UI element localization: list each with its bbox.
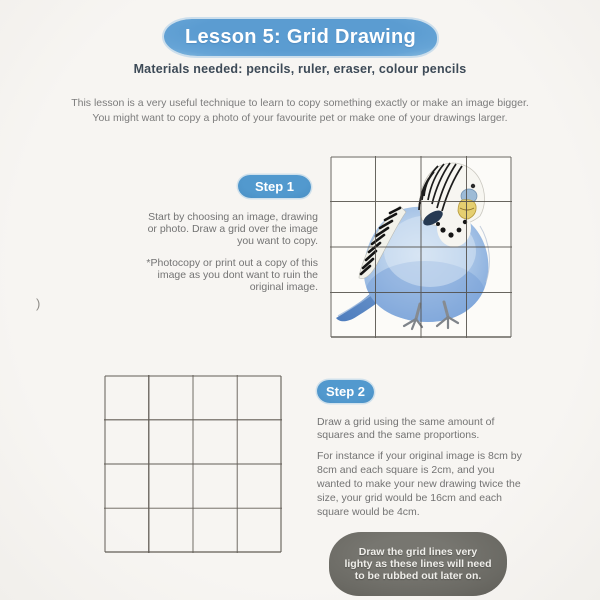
budgie-illustration — [330, 156, 512, 338]
intro-paragraph — [50, 96, 550, 125]
tip-line-2: lighty as these lines will need — [344, 558, 492, 570]
step1-badge: Step 1 — [238, 175, 311, 198]
budgie-grid-figure — [330, 156, 512, 338]
tip-line-1: Draw the grid lines very — [358, 546, 478, 558]
lesson-title-badge — [164, 19, 437, 56]
tip-callout — [329, 532, 507, 596]
practice-grid-figure — [104, 375, 282, 553]
scan-artifact: ) — [36, 296, 41, 311]
practice-grid-illustration — [104, 375, 282, 553]
step1-note: *Photocopy or print out a copy of this image as you dont want to ruin the original image. — [146, 256, 318, 294]
lesson-title: Lesson 5: Grid Drawing — [184, 26, 417, 48]
step2-example: For instance if your original image is 8cm by 8cm and each square is 2cm, and you wanted to make your new drawing twice the size, your grid would be 16cm and each square would be 4cm. — [317, 449, 522, 518]
step2-badge: Step 2 — [317, 380, 374, 403]
materials-line: Materials needed: pencils, ruler, eraser, colour pencils — [133, 62, 467, 76]
intro-line-1: This lesson is a very useful technique to learn to copy something exactly or make an image bigger. — [71, 97, 529, 109]
step1-instructions: Start by choosing an image, drawing or photo. Draw a grid over the image you want to copy. — [147, 210, 318, 248]
step2-instructions: Draw a grid using the same amount of squares and the same proportions. — [317, 415, 495, 441]
intro-line-2: You might want to copy a photo of your favourite pet or make one of your drawings larger. — [92, 111, 508, 124]
tip-line-3: to be rubbed out later on. — [354, 570, 482, 582]
budgie-eye — [471, 184, 475, 188]
